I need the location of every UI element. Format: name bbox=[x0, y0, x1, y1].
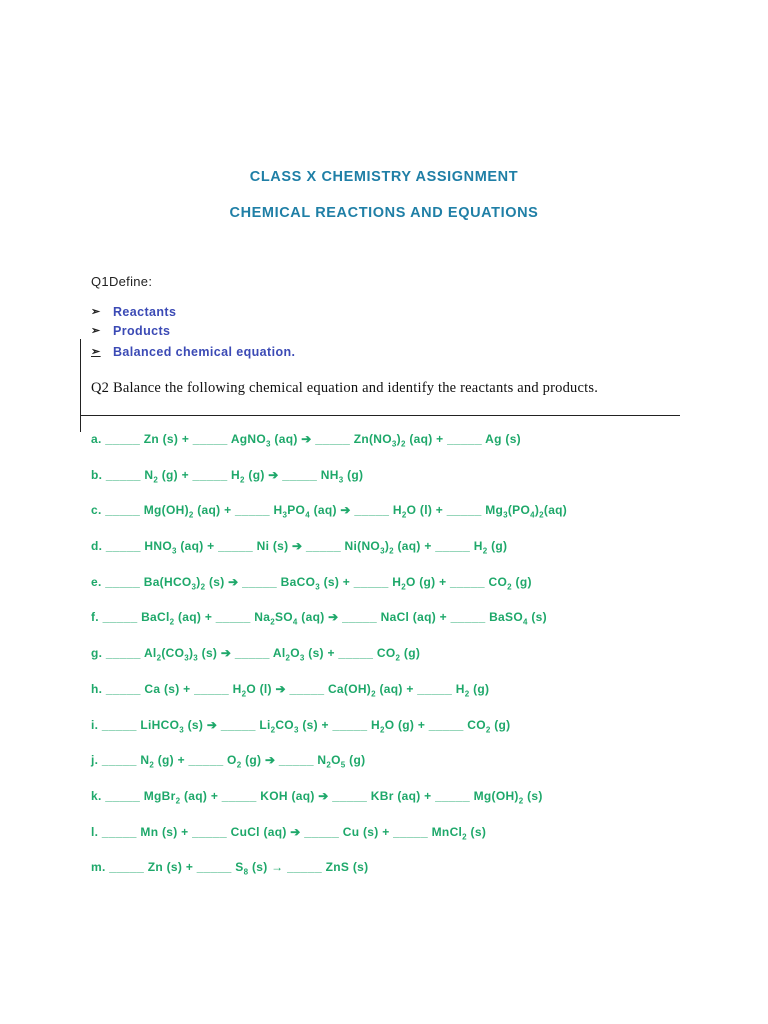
definition-list bbox=[91, 302, 295, 361]
divider bbox=[80, 415, 680, 416]
equation-item: j. _____ $N_2$ (g) + _____ $O_2$ (g) ➔ _____ $N_2O_5$ (g) bbox=[91, 753, 366, 770]
arrow-bullet-icon: ➢ bbox=[91, 325, 101, 337]
equation-item: d. _____ $HNO_3$ (aq) + _____ Ni (s) ➔ _____ $Ni(NO_3)_2$ (aq) + _____ $H_2$ (g) bbox=[91, 539, 508, 556]
definition-item-label: Balanced chemical equation. bbox=[113, 344, 296, 359]
equation-item: i. _____ LiHCO$_3$ (s) ➔ _____ $Li_2CO_3$ (s) + _____ $H_2O$ (g) + _____ $CO_2$ (g) bbox=[91, 717, 511, 734]
definition-item-label: Products bbox=[113, 323, 171, 338]
margin-line bbox=[80, 339, 81, 432]
question-1-prompt: Q1Define: bbox=[91, 274, 153, 289]
arrow-bullet-icon: ➢ bbox=[91, 346, 101, 358]
equation-item: e. _____ $Ba(HCO_3)_2$ (s) ➔ _____ BaCO$_3$ (s) + _____ $H_2O$ (g) + _____ $CO_2$ (g) bbox=[91, 574, 532, 592]
equation-item: b. _____ $N_2$ (g) + _____ $H_2$ (g) ➔ _____ $NH_3$ (g) bbox=[91, 467, 364, 485]
equation-item: f. _____ BaCl$_2$ (aq) + _____ $Na_2SO_4$ (aq) ➔ _____ NaCl (aq) + _____ BaSO$_4$ (s) bbox=[91, 610, 547, 627]
definition-item bbox=[91, 321, 295, 340]
equation-item: a. _____ Zn (s) + _____ AgNO$_3$ (aq) ➔ _____ $Zn(NO_3)_2$ (aq) + _____ Ag (s) bbox=[91, 432, 521, 449]
question-2-prompt: Q2 Balance the following chemical equation and identify the reactants and products. bbox=[91, 380, 599, 396]
equation-item: c. _____ $Mg(OH)_2$ (aq) + _____ $H_3PO_4$ (aq) ➔ _____ $H_2O$ (l) + _____ $Mg_3(PO_4)_2(aq)$ bbox=[91, 503, 568, 520]
equation-item: l. _____ Mn (s) + _____ CuCl (aq) ➔ _____ Cu (s) + _____ MnCl$_2$ (s) bbox=[91, 824, 487, 841]
arrow-bullet-icon: ➢ bbox=[91, 306, 101, 318]
definition-item-label: Reactants bbox=[113, 304, 177, 319]
equation-item: h. _____ Ca (s) + _____ $H_2O$ (l) ➔ _____ $Ca(OH)_2$ (aq) + _____ $H_2$ (g) bbox=[91, 681, 490, 699]
equation-item: m. _____ Zn (s) + _____ $S_8$ (s) → _____ ZnS (s) bbox=[91, 860, 369, 877]
equation-item: g. _____ $Al_2(CO_3)_3$ (s) ➔ _____ $Al_2O_3$ (s) + _____ $CO_2$ (g) bbox=[91, 646, 421, 663]
definition-item bbox=[91, 342, 295, 361]
page-subtitle: CHEMICAL REACTIONS AND EQUATIONS bbox=[229, 205, 539, 221]
equation-item: k. _____ MgBr$_2$ (aq) + _____ KOH (aq) ➔ _____ KBr (aq) + _____ $Mg(OH)_2$ (s) bbox=[91, 788, 543, 806]
page-title: CLASS X CHEMISTRY ASSIGNMENT bbox=[249, 169, 519, 185]
equation-list bbox=[91, 432, 567, 896]
definition-item bbox=[91, 302, 295, 321]
